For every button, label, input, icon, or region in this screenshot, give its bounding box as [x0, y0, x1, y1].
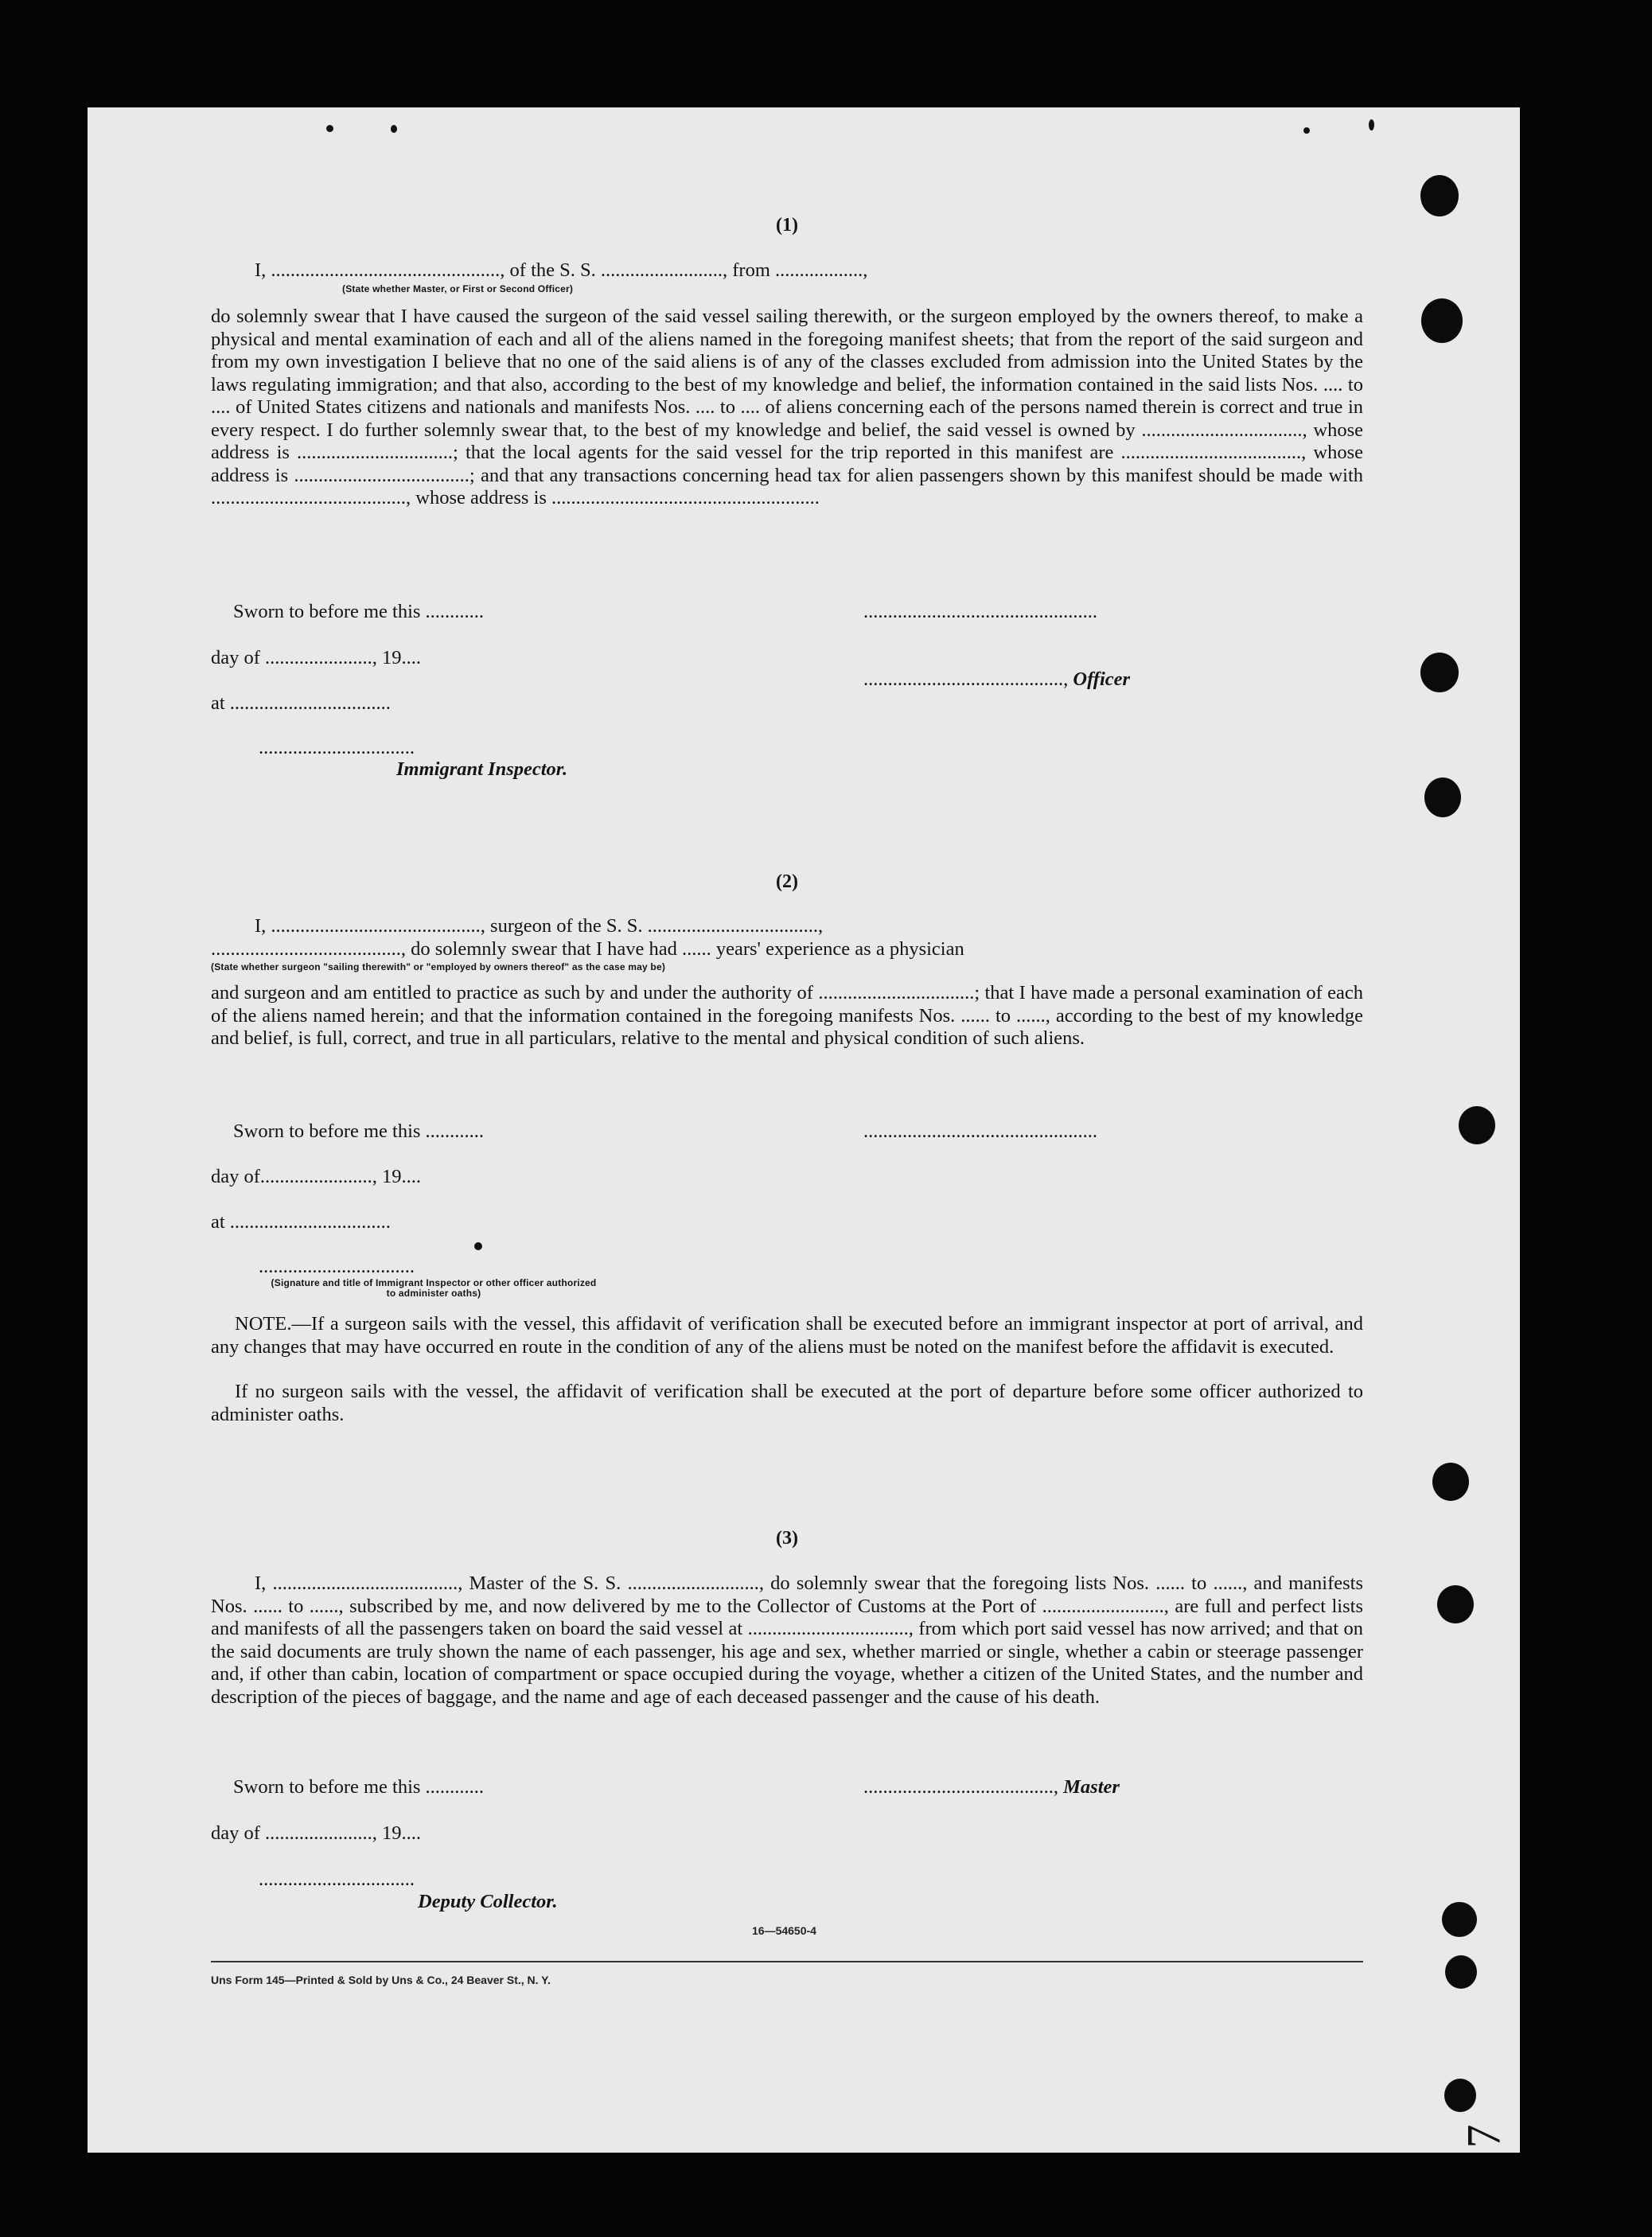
oath-line: I, ..........................................., surgeon of the S. S. ..................................., — [255, 915, 824, 937]
speck — [326, 125, 333, 132]
oath-text: and surgeon and am entitled to practice as such by and under the authority of ................................; that I have made a personal examination of each of the aliens named herein; and that the information contained in the foregoing manifests Nos. ...... to ......, according to the best of my knowledge and belief, is full, correct, and true in all particulars, relative to the mental and physical condition of such aliens. — [211, 982, 1363, 1049]
day-line: day of......................., 19.... — [211, 1166, 422, 1187]
officer-dots: ........................................., — [863, 668, 1073, 690]
speck — [391, 125, 397, 133]
punch-hole — [1424, 777, 1461, 817]
section-number: (3) — [776, 1528, 798, 1549]
inspector-label: Immigrant Inspector. — [396, 758, 568, 780]
officer-label: Officer — [1073, 668, 1131, 690]
at-line: at ................................. — [211, 692, 391, 714]
divider — [211, 1961, 1363, 1962]
signature-note: (Signature and title of Immigrant Inspector or other officer authorized to administer oaths) — [271, 1277, 597, 1299]
form-code: 16—54650-4 — [752, 1924, 816, 1937]
speck — [1303, 127, 1310, 134]
oath-text: do solemnly swear that I have caused the surgeon of the said vessel sailing therewith, or the surgeon employed by the owners thereof, to make a physical and mental examination of each and all of the aliens named in the foregoing manifest sheets; that from the report of the said surgeon and from my own investigation I believe that no one of the said aliens is of any of the classes excluded from admission into the United States by the laws regulating immigration; and that also, according to the best of my knowledge and belief, the information contained in the said lists Nos. .... to .... of United States citizens and nationals and manifests Nos. .... to .... of aliens concerning each of the persons named therein is correct and true in every respect. I do further solemnly swear that, to the best of my knowledge and belief, the said vessel is owned by ................................., whose address is ................................; that the local agents for the said vessel for the trip reported in this manifest are ....................................., whose address is ....................................; and that any transactions concerning head tax for alien passengers shown by this manifest should be made with ........................................, whose address is ....................................................... — [211, 306, 1363, 509]
oath-line: I, ..............................................., of the S. S. ........................., from .................., — [255, 259, 868, 281]
inspector-dots: ................................ — [259, 737, 415, 758]
master-dots: ......................................., — [863, 1776, 1064, 1798]
collector-label: Deputy Collector. — [418, 1891, 558, 1912]
note-paragraph: NOTE.—If a surgeon sails with the vessel, this affidavit of verification shall be executed before an immigrant inspector at port of arrival, and any changes that may have occurred en route in the condition of any of the aliens must be noted on the manifest before the affidavit is executed. — [211, 1313, 1363, 1358]
signature-line: ................................................ — [863, 601, 1097, 622]
field-note: (State whether surgeon "sailing therewith" or "employed by owners thereof" as the case may be) — [211, 961, 666, 972]
sworn-line: Sworn to before me this ............ — [233, 601, 485, 622]
section-number: (1) — [776, 215, 798, 236]
day-line: day of ......................, 19.... — [211, 647, 422, 668]
speck — [1369, 119, 1374, 131]
punch-hole — [1445, 1955, 1477, 1989]
at-line: at ................................. — [211, 1211, 391, 1233]
oath-line: ......................................., do solemnly swear that I have had ...... years' experience as a physician — [211, 938, 964, 960]
punch-hole — [1432, 1463, 1469, 1501]
punch-hole — [1442, 1902, 1477, 1937]
speck — [474, 1242, 482, 1250]
sign-dots: ................................ — [259, 1256, 415, 1277]
punch-hole — [1420, 653, 1459, 692]
officer-line — [863, 668, 1130, 691]
punch-hole — [1420, 175, 1459, 216]
punch-hole — [1437, 1585, 1474, 1623]
day-line: day of ......................, 19.... — [211, 1822, 422, 1844]
section-number: (2) — [776, 871, 798, 892]
punch-hole — [1444, 2079, 1476, 2112]
punch-hole — [1459, 1106, 1495, 1144]
sworn-line: Sworn to before me this ............ — [233, 1776, 485, 1798]
punch-hole — [1421, 298, 1463, 343]
margin-mark: 7 — [1457, 2124, 1510, 2149]
field-note: (State whether Master, or First or Second Officer) — [342, 283, 574, 294]
sworn-line: Sworn to before me this ............ — [233, 1120, 485, 1142]
collector-dots: ................................ — [259, 1869, 415, 1890]
master-label: Master — [1063, 1776, 1120, 1798]
master-line — [863, 1776, 1120, 1799]
printer-footer: Uns Form 145—Printed & Sold by Uns & Co., 24 Beaver St., N. Y. — [211, 1974, 551, 1986]
signature-line: ................................................ — [863, 1120, 1097, 1142]
oath-text: I, ......................................, Master of the S. S. ..........................., do solemnly swear that the foregoing lists Nos. ...... to ......, and manifests Nos. ...... to ......, subscribed by me, and now delivered by me to the Collector of Customs at the Port of ........................., are full and perfect lists and manifests of all the passengers taken on board the said vessel at ................................., from which port said vessel has now arrived; and that on the said documents are truly shown the name of each passenger, his age and sex, whether married or single, whether a cabin or steerage passenger and, if other than cabin, location of compartment or space occupied during the voyage, whether a citizen of the United States, and the number and description of the pieces of baggage, and the name and age of each deceased passenger and the cause of his death. — [211, 1573, 1363, 1708]
note-paragraph: If no surgeon sails with the vessel, the affidavit of verification shall be executed at the port of departure before some officer authorized to administer oaths. — [211, 1381, 1363, 1425]
